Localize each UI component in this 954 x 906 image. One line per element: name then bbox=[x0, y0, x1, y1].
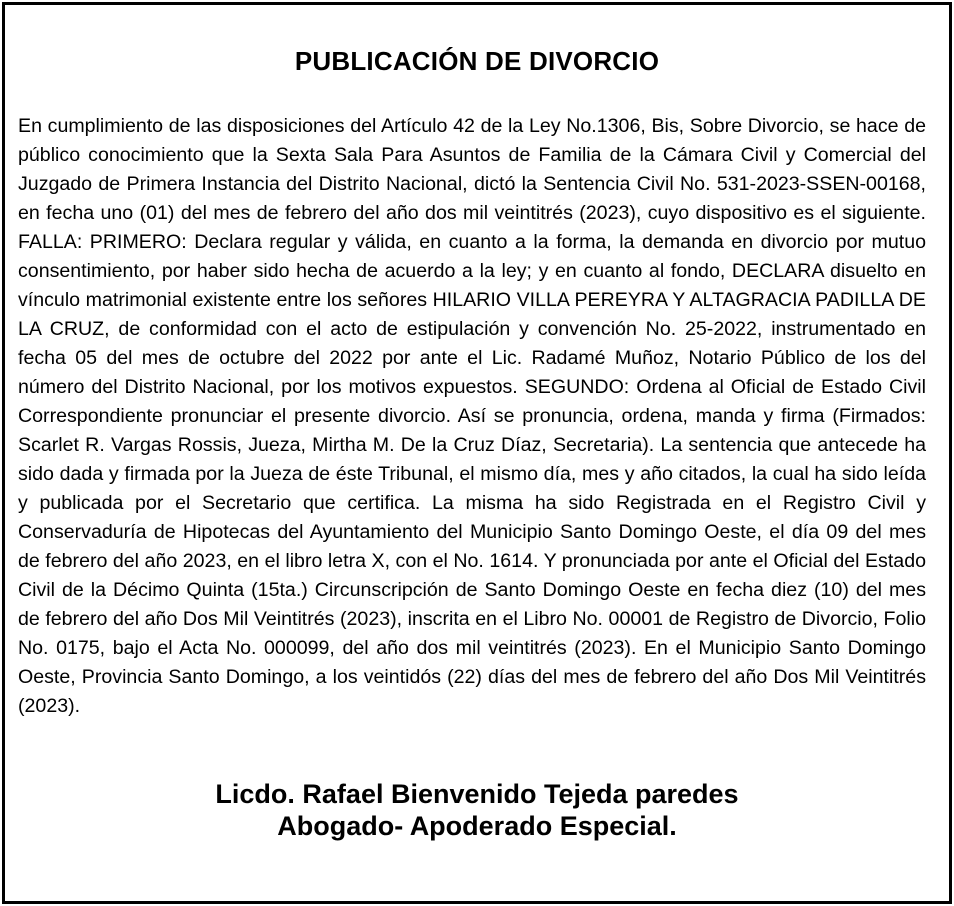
notice-body: En cumplimiento de las disposiciones del Artículo 42 de la Ley No.1306, Bis, Sobre Divorcio, se hace de público conocimiento que la Sexta Sala Para Asuntos de Familia de la Cámara Civil y Comercial del Juzgado de Primera Instancia del Distrito Nacional, dictó la Sentencia Civil No. 531-2023-SSEN-00168, en fecha uno (01) del mes de febrero del año dos mil veintitrés (2023), cuyo dispositivo es el siguiente. FALLA: PRIMERO: Declara regular y válida, en cuanto a la forma, la demanda en divorcio por mutuo consentimiento, por haber sido hecha de acuerdo a la ley; y en cuanto al fondo, DECLARA disuelto en vínculo matrimonial existente entre los señores HILARIO VILLA PEREYRA Y ALTAGRACIA PADILLA DE LA CRUZ, de conformidad con el acto de estipulación y convención No. 25-2022, instrumentado en fecha 05 del mes de octubre del 2022 por ante el Lic. Radamé Muñoz, Notario Público de los del número del Distrito Nacional, por los motivos expuestos. SEGUNDO: Ordena al Oficial de Estado Civil Correspondiente pronunciar el presente divorcio. Así se pronuncia, ordena, manda y firma (Firmados: Scarlet R. Vargas Rossis, Jueza, Mirtha M. De la Cruz Díaz, Secretaria). La sentencia que antecede ha sido dada y firmada por la Jueza de éste Tribunal, el mismo día, mes y año citados, la cual ha sido leída y publicada por el Secretario que certifica. La misma ha sido Registrada en el Registro Civil y Conservaduría de Hipotecas del Ayuntamiento del Municipio Santo Domingo Oeste, el día 09 del mes de febrero del año 2023, en el libro letra X, con el No. 1614. Y pronunciada por ante el Oficial del Estado Civil de la Décimo Quinta (15ta.) Circunscripción de Santo Domingo Oeste en fecha diez (10) del mes de febrero del año Dos Mil Veintitrés (2023), inscrita en el Libro No. 00001 de Registro de Divorcio, Folio No. 0175, bajo el Acta No. 000099, del año dos mil veintitrés (2023). En el Municipio Santo Domingo Oeste, Provincia Santo Domingo, a los veintidós (22) días del mes de febrero del año Dos Mil Veintitrés (2023). bbox=[18, 115, 926, 717]
notice-title: PUBLICACIÓN DE DIVORCIO bbox=[294, 46, 660, 76]
signature-name: Licdo. Rafael Bienvenido Tejeda paredes bbox=[215, 779, 739, 809]
signature-role: Abogado- Apoderado Especial. bbox=[277, 811, 677, 841]
signature-block bbox=[0, 778, 954, 842]
